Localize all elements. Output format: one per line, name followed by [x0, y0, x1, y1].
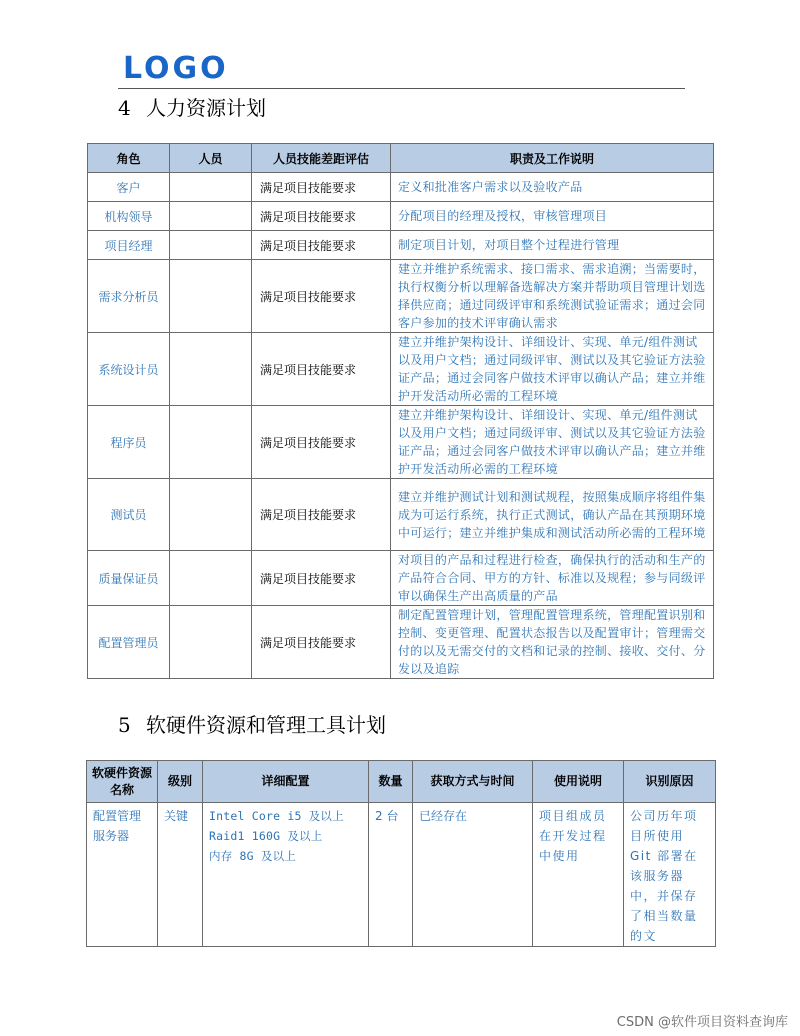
role-cell: 程序员 [88, 406, 170, 479]
skill-cell: 满足项目技能要求 [252, 173, 391, 202]
skill-cell: 满足项目技能要求 [252, 406, 391, 479]
duty-cell: 对项目的产品和过程进行检查，确保执行的活动和生产的产品符合合同、甲方的方针、标准以及规程；参与同级评审以确保生产出高质量的产品 [391, 551, 714, 606]
col-header-resource-name: 软硬件资源名称 [87, 761, 158, 803]
duty-cell: 分配项目的经理及授权，审核管理项目 [391, 202, 714, 231]
role-cell: 客户 [88, 173, 170, 202]
person-cell [170, 551, 252, 606]
table-row [88, 202, 714, 231]
csdn-watermark: CSDN @软件项目资料查询库 [616, 1015, 788, 1030]
human-resource-table [87, 143, 714, 679]
table-header-row [87, 761, 716, 803]
quantity-cell: 2 台 [369, 803, 413, 947]
skill-cell: 满足项目技能要求 [252, 479, 391, 551]
resource-name-cell: 配置管理服务器 [87, 803, 158, 947]
table-row [88, 479, 714, 551]
skill-cell: 满足项目技能要求 [252, 551, 391, 606]
config-cell [203, 803, 369, 947]
resource-tool-table [86, 760, 716, 947]
role-cell: 质量保证员 [88, 551, 170, 606]
col-header-skill-gap: 人员技能差距评估 [252, 144, 391, 173]
person-cell [170, 231, 252, 260]
section-5-heading [118, 713, 386, 737]
role-cell: 项目经理 [88, 231, 170, 260]
table-row [88, 406, 714, 479]
config-line: 内存 8G 及以上 [209, 849, 296, 863]
table-row [88, 551, 714, 606]
acquire-cell: 已经存在 [413, 803, 533, 947]
duty-cell: 建立并维护架构设计、详细设计、实现、单元/组件测试以及用户文档；通过同级评审、测试以及其它验证方法验证产品；通过会同客户做技术评审以确认产品；建立并维护开发活动所必需的工程环境 [391, 406, 714, 479]
col-header-person: 人员 [170, 144, 252, 173]
duty-cell: 建立并维护系统需求、接口需求、需求追溯；当需要时，执行权衡分析以理解备选解决方案并帮助项目管理计划选择供应商；通过同级评审和系统测试验证需求；通过会同客户参加的技术评审确认需求 [391, 260, 714, 333]
table-row [88, 173, 714, 202]
duty-cell: 制定项目计划，对项目整个过程进行管理 [391, 231, 714, 260]
duty-cell: 制定配置管理计划，管理配置管理系统，管理配置识别和控制、变更管理、配置状态报告以及配置审计；管理需交付的以及无需交付的文档和记录的控制、接收、交付、分发以及追踪 [391, 606, 714, 679]
reason-cell: 公司历年项目所使用 Git 部署在该服务器中，并保存了相当数量的文 [624, 803, 716, 947]
section-5-title: 软硬件资源和管理工具计划 [146, 713, 386, 737]
header-rule [118, 88, 685, 89]
role-cell: 配置管理员 [88, 606, 170, 679]
duty-cell: 建立并维护架构设计、详细设计、实现、单元/组件测试以及用户文档；通过同级评审、测试以及其它验证方法验证产品；通过会同客户做技术评审以确认产品；建立并维护开发活动所必需的工程环境 [391, 333, 714, 406]
role-cell: 系统设计员 [88, 333, 170, 406]
person-cell [170, 173, 252, 202]
role-cell: 需求分析员 [88, 260, 170, 333]
section-4-title: 人力资源计划 [146, 96, 266, 120]
person-cell [170, 479, 252, 551]
usage-cell: 项目组成员在开发过程中使用 [533, 803, 624, 947]
table-row [88, 231, 714, 260]
col-header-duties: 职责及工作说明 [391, 144, 714, 173]
config-line: Raid1 160G 及以上 [209, 829, 323, 843]
logo: LOGO [123, 51, 229, 86]
role-cell: 测试员 [88, 479, 170, 551]
person-cell [170, 260, 252, 333]
table-row [87, 803, 716, 947]
person-cell [170, 606, 252, 679]
duty-cell: 建立并维护测试计划和测试规程，按照集成顺序将组件集成为可运行系统，执行正式测试，确认产品在其预期环境中可运行；建立并维护集成和测试活动所必需的工程环境 [391, 479, 714, 551]
skill-cell: 满足项目技能要求 [252, 333, 391, 406]
col-header-role: 角色 [88, 144, 170, 173]
skill-cell: 满足项目技能要求 [252, 260, 391, 333]
config-line: Intel Core i5 及以上 [209, 809, 344, 823]
person-cell [170, 406, 252, 479]
table-row [88, 260, 714, 333]
table-header-row [88, 144, 714, 173]
section-5-number: 5 [118, 713, 131, 737]
table-row [88, 333, 714, 406]
col-header-acquire: 获取方式与时间 [413, 761, 533, 803]
col-header-quantity: 数量 [369, 761, 413, 803]
role-cell: 机构领导 [88, 202, 170, 231]
col-header-usage: 使用说明 [533, 761, 624, 803]
col-header-config: 详细配置 [203, 761, 369, 803]
skill-cell: 满足项目技能要求 [252, 606, 391, 679]
col-header-level: 级别 [158, 761, 203, 803]
section-4-number: 4 [118, 96, 131, 120]
person-cell [170, 333, 252, 406]
duty-cell: 定义和批准客户需求以及验收产品 [391, 173, 714, 202]
section-4-heading [118, 96, 266, 120]
level-cell: 关键 [158, 803, 203, 947]
table-row [88, 606, 714, 679]
person-cell [170, 202, 252, 231]
skill-cell: 满足项目技能要求 [252, 202, 391, 231]
skill-cell: 满足项目技能要求 [252, 231, 391, 260]
col-header-reason: 识别原因 [624, 761, 716, 803]
